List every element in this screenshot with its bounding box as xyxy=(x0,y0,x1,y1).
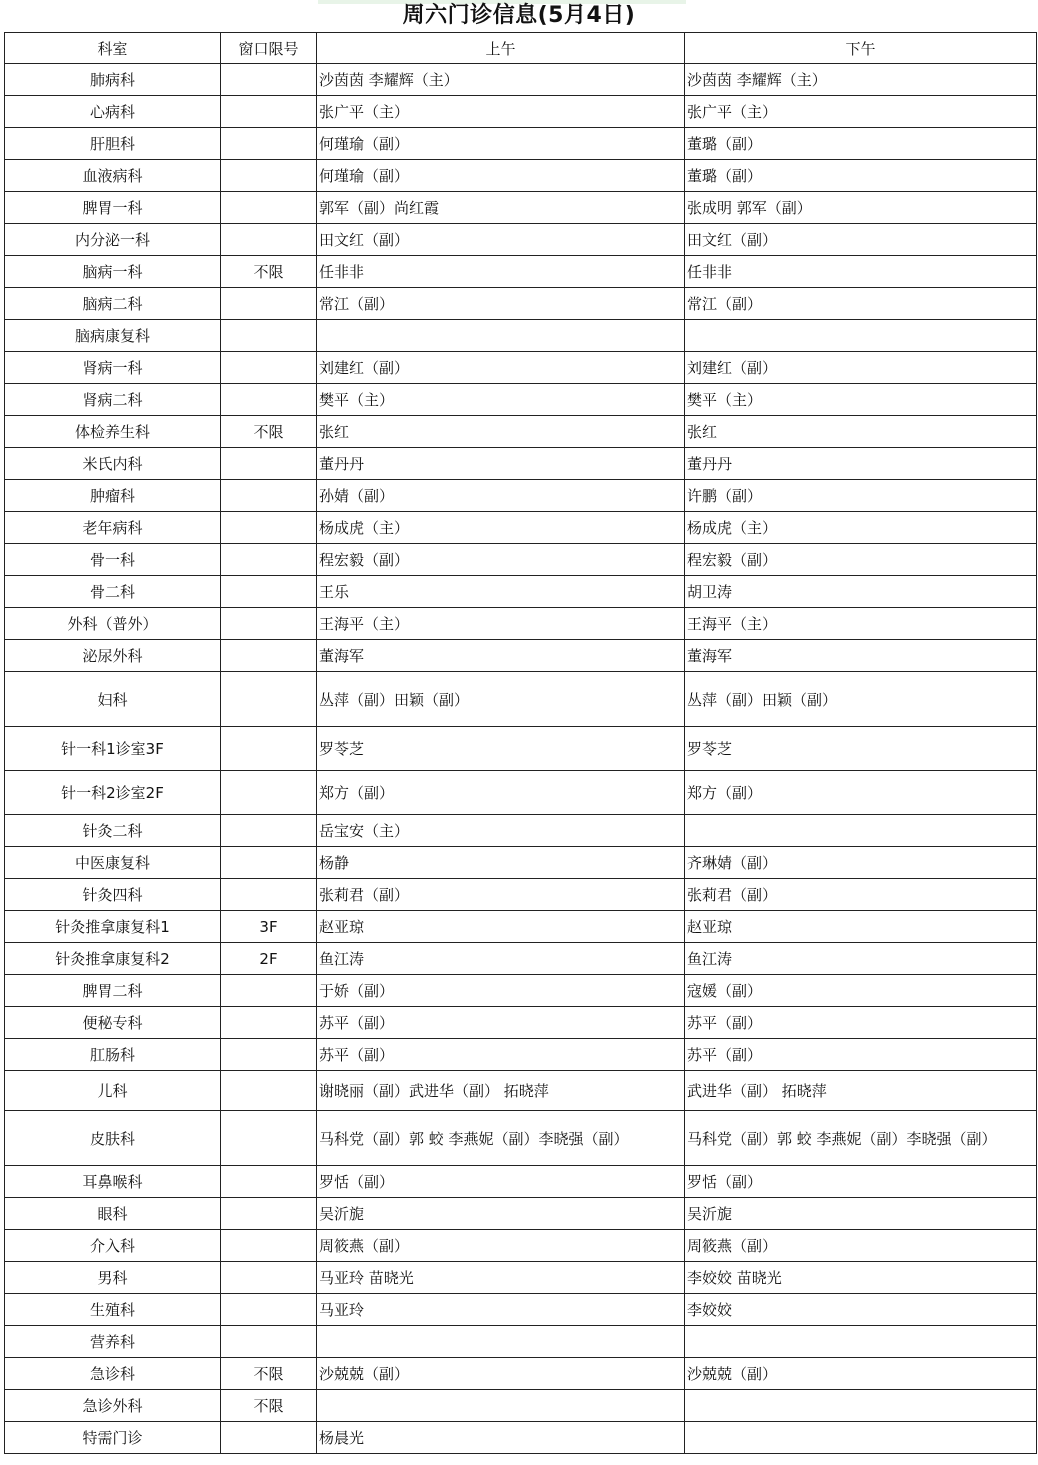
dept-cell: 体检养生科 xyxy=(5,416,221,448)
table-row xyxy=(5,975,1037,1007)
window-cell xyxy=(221,352,317,384)
dept-cell: 急诊外科 xyxy=(5,1390,221,1422)
window-cell xyxy=(221,64,317,96)
dept-cell: 急诊科 xyxy=(5,1358,221,1390)
window-cell xyxy=(221,1294,317,1326)
table-row xyxy=(5,1390,1037,1422)
pm-cell xyxy=(685,320,1037,352)
table-row xyxy=(5,1422,1037,1454)
pm-cell: 任非非 xyxy=(685,256,1037,288)
am-cell: 孙婧（副） xyxy=(317,480,685,512)
am-cell: 罗苓芝 xyxy=(317,727,685,771)
window-cell xyxy=(221,576,317,608)
dept-cell: 内分泌一科 xyxy=(5,224,221,256)
dept-cell: 脾胃二科 xyxy=(5,975,221,1007)
table-row xyxy=(5,1007,1037,1039)
table-row xyxy=(5,224,1037,256)
pm-cell: 刘建红（副） xyxy=(685,352,1037,384)
pm-cell: 樊平（主） xyxy=(685,384,1037,416)
pm-cell: 赵亚琼 xyxy=(685,911,1037,943)
dept-cell: 老年病科 xyxy=(5,512,221,544)
dept-cell: 脾胃一科 xyxy=(5,192,221,224)
window-cell xyxy=(221,544,317,576)
window-cell xyxy=(221,288,317,320)
window-cell xyxy=(221,975,317,1007)
am-cell: 周筱燕（副） xyxy=(317,1230,685,1262)
dept-cell: 针一科1诊室3F xyxy=(5,727,221,771)
am-cell: 何瑾瑜（副） xyxy=(317,160,685,192)
pm-cell: 沙茵茵 李耀辉（主） xyxy=(685,64,1037,96)
pm-cell xyxy=(685,1326,1037,1358)
table-row xyxy=(5,640,1037,672)
am-cell: 沙茵茵 李耀辉（主） xyxy=(317,64,685,96)
window-cell xyxy=(221,224,317,256)
dept-cell: 营养科 xyxy=(5,1326,221,1358)
am-cell: 沙兢兢（副） xyxy=(317,1358,685,1390)
dept-cell: 生殖科 xyxy=(5,1294,221,1326)
window-cell xyxy=(221,192,317,224)
table-row xyxy=(5,64,1037,96)
am-cell: 谢晓丽（副）武进华（副） 拓晓萍 xyxy=(317,1071,685,1111)
dept-cell: 血液病科 xyxy=(5,160,221,192)
dept-cell: 针灸推拿康复科1 xyxy=(5,911,221,943)
window-cell xyxy=(221,160,317,192)
dept-cell: 男科 xyxy=(5,1262,221,1294)
dept-cell: 眼科 xyxy=(5,1198,221,1230)
pm-cell: 董丹丹 xyxy=(685,448,1037,480)
dept-cell: 脑病一科 xyxy=(5,256,221,288)
am-cell: 任非非 xyxy=(317,256,685,288)
window-cell xyxy=(221,384,317,416)
pm-cell: 郑方（副） xyxy=(685,771,1037,815)
table-row xyxy=(5,727,1037,771)
am-cell: 赵亚琼 xyxy=(317,911,685,943)
table-row xyxy=(5,1358,1037,1390)
am-cell: 何瑾瑜（副） xyxy=(317,128,685,160)
table-row xyxy=(5,448,1037,480)
table-row xyxy=(5,1294,1037,1326)
pm-cell: 王海平（主） xyxy=(685,608,1037,640)
dept-cell: 中医康复科 xyxy=(5,847,221,879)
table-row xyxy=(5,1071,1037,1111)
table-row xyxy=(5,160,1037,192)
table-row xyxy=(5,1262,1037,1294)
pm-cell: 董海军 xyxy=(685,640,1037,672)
window-cell xyxy=(221,1166,317,1198)
pm-cell: 齐琳婧（副） xyxy=(685,847,1037,879)
table-row xyxy=(5,512,1037,544)
dept-cell: 脑病康复科 xyxy=(5,320,221,352)
header-window: 窗口限号 xyxy=(221,33,317,64)
pm-cell: 张广平（主） xyxy=(685,96,1037,128)
am-cell: 杨静 xyxy=(317,847,685,879)
header-am: 上午 xyxy=(317,33,685,64)
pm-cell: 吴沂旎 xyxy=(685,1198,1037,1230)
dept-cell: 肛肠科 xyxy=(5,1039,221,1071)
table-row xyxy=(5,416,1037,448)
window-cell: 3F xyxy=(221,911,317,943)
table-row xyxy=(5,96,1037,128)
table-row xyxy=(5,847,1037,879)
dept-cell: 皮肤科 xyxy=(5,1111,221,1166)
window-cell xyxy=(221,512,317,544)
table-row xyxy=(5,384,1037,416)
window-cell xyxy=(221,1198,317,1230)
am-cell: 杨晨光 xyxy=(317,1422,685,1454)
am-cell: 丛萍（副）田颖（副） xyxy=(317,672,685,727)
window-cell: 不限 xyxy=(221,1358,317,1390)
window-cell xyxy=(221,1230,317,1262)
dept-cell: 泌尿外科 xyxy=(5,640,221,672)
window-cell xyxy=(221,1262,317,1294)
table-row xyxy=(5,879,1037,911)
window-cell: 2F xyxy=(221,943,317,975)
pm-cell: 罗恬（副） xyxy=(685,1166,1037,1198)
window-cell xyxy=(221,1071,317,1111)
am-cell: 董海军 xyxy=(317,640,685,672)
pm-cell xyxy=(685,815,1037,847)
dept-cell: 骨一科 xyxy=(5,544,221,576)
pm-cell: 张红 xyxy=(685,416,1037,448)
window-cell xyxy=(221,727,317,771)
table-row xyxy=(5,1111,1037,1166)
dept-cell: 外科（普外） xyxy=(5,608,221,640)
dept-cell: 肺病科 xyxy=(5,64,221,96)
am-cell xyxy=(317,320,685,352)
table-row xyxy=(5,911,1037,943)
pm-cell: 常江（副） xyxy=(685,288,1037,320)
window-cell xyxy=(221,1039,317,1071)
pm-cell: 苏平（副） xyxy=(685,1007,1037,1039)
dept-cell: 妇科 xyxy=(5,672,221,727)
window-cell xyxy=(221,480,317,512)
pm-cell: 许鹏（副） xyxy=(685,480,1037,512)
table-row xyxy=(5,256,1037,288)
pm-cell: 杨成虎（主） xyxy=(685,512,1037,544)
dept-cell: 特需门诊 xyxy=(5,1422,221,1454)
pm-cell: 田文红（副） xyxy=(685,224,1037,256)
am-cell: 常江（副） xyxy=(317,288,685,320)
am-cell: 程宏毅（副） xyxy=(317,544,685,576)
table-row xyxy=(5,352,1037,384)
dept-cell: 心病科 xyxy=(5,96,221,128)
dept-cell: 耳鼻喉科 xyxy=(5,1166,221,1198)
dept-cell: 骨二科 xyxy=(5,576,221,608)
header-row xyxy=(5,33,1037,64)
am-cell: 刘建红（副） xyxy=(317,352,685,384)
am-cell: 岳宝安（主） xyxy=(317,815,685,847)
window-cell xyxy=(221,640,317,672)
am-cell: 马科党（副）郭 蛟 李燕妮（副）李晓强（副） xyxy=(317,1111,685,1166)
am-cell: 郑方（副） xyxy=(317,771,685,815)
table-row xyxy=(5,1039,1037,1071)
am-cell: 王海平（主） xyxy=(317,608,685,640)
pm-cell: 周筱燕（副） xyxy=(685,1230,1037,1262)
window-cell: 不限 xyxy=(221,416,317,448)
table-row xyxy=(5,815,1037,847)
dept-cell: 肾病一科 xyxy=(5,352,221,384)
dept-cell: 米氏内科 xyxy=(5,448,221,480)
am-cell: 鱼江涛 xyxy=(317,943,685,975)
dept-cell: 儿科 xyxy=(5,1071,221,1111)
table-row xyxy=(5,1166,1037,1198)
am-cell xyxy=(317,1390,685,1422)
window-cell xyxy=(221,1007,317,1039)
window-cell xyxy=(221,96,317,128)
window-cell xyxy=(221,879,317,911)
am-cell: 杨成虎（主） xyxy=(317,512,685,544)
window-cell xyxy=(221,608,317,640)
table-row xyxy=(5,544,1037,576)
header-pm: 下午 xyxy=(685,33,1037,64)
window-cell xyxy=(221,1422,317,1454)
dept-cell: 肝胆科 xyxy=(5,128,221,160)
table-row xyxy=(5,192,1037,224)
window-cell xyxy=(221,128,317,160)
pm-cell xyxy=(685,1422,1037,1454)
window-cell xyxy=(221,815,317,847)
am-cell xyxy=(317,1326,685,1358)
window-cell xyxy=(221,672,317,727)
table-row xyxy=(5,943,1037,975)
window-cell xyxy=(221,1326,317,1358)
table-row xyxy=(5,1198,1037,1230)
am-cell: 苏平（副） xyxy=(317,1007,685,1039)
table-row xyxy=(5,1230,1037,1262)
dept-cell: 针灸推拿康复科2 xyxy=(5,943,221,975)
pm-cell: 鱼江涛 xyxy=(685,943,1037,975)
dept-cell: 针一科2诊室2F xyxy=(5,771,221,815)
pm-cell: 苏平（副） xyxy=(685,1039,1037,1071)
dept-cell: 便秘专科 xyxy=(5,1007,221,1039)
window-cell: 不限 xyxy=(221,256,317,288)
window-cell xyxy=(221,847,317,879)
pm-cell: 武进华（副） 拓晓萍 xyxy=(685,1071,1037,1111)
pm-cell: 罗苓芝 xyxy=(685,727,1037,771)
window-cell xyxy=(221,1111,317,1166)
pm-cell: 沙兢兢（副） xyxy=(685,1358,1037,1390)
am-cell: 苏平（副） xyxy=(317,1039,685,1071)
dept-cell: 肾病二科 xyxy=(5,384,221,416)
am-cell: 张红 xyxy=(317,416,685,448)
dept-cell: 肿瘤科 xyxy=(5,480,221,512)
header-dept: 科室 xyxy=(5,33,221,64)
am-cell: 于娇（副） xyxy=(317,975,685,1007)
pm-cell: 程宏毅（副） xyxy=(685,544,1037,576)
am-cell: 张莉君（副） xyxy=(317,879,685,911)
pm-cell: 丛萍（副）田颖（副） xyxy=(685,672,1037,727)
am-cell: 董丹丹 xyxy=(317,448,685,480)
am-cell: 罗恬（副） xyxy=(317,1166,685,1198)
dept-cell: 介入科 xyxy=(5,1230,221,1262)
am-cell: 樊平（主） xyxy=(317,384,685,416)
window-cell xyxy=(221,448,317,480)
pm-cell: 李姣姣 xyxy=(685,1294,1037,1326)
table-row xyxy=(5,320,1037,352)
pm-cell: 李姣姣 苗晓光 xyxy=(685,1262,1037,1294)
window-cell xyxy=(221,771,317,815)
table-row xyxy=(5,128,1037,160)
page-title: 周六门诊信息(5月4日) xyxy=(402,3,636,28)
am-cell: 田文红（副） xyxy=(317,224,685,256)
table-row xyxy=(5,672,1037,727)
pm-cell: 寇媛（副） xyxy=(685,975,1037,1007)
table-row xyxy=(5,1326,1037,1358)
dept-cell: 针灸二科 xyxy=(5,815,221,847)
am-cell: 郭军（副）尚红霞 xyxy=(317,192,685,224)
am-cell: 王乐 xyxy=(317,576,685,608)
pm-cell: 马科党（副）郭 蛟 李燕妮（副）李晓强（副） xyxy=(685,1111,1037,1166)
pm-cell xyxy=(685,1390,1037,1422)
table-row xyxy=(5,480,1037,512)
dept-cell: 针灸四科 xyxy=(5,879,221,911)
pm-cell: 张莉君（副） xyxy=(685,879,1037,911)
window-cell: 不限 xyxy=(221,1390,317,1422)
pm-cell: 董璐（副） xyxy=(685,160,1037,192)
pm-cell: 董璐（副） xyxy=(685,128,1037,160)
window-cell xyxy=(221,320,317,352)
table-row xyxy=(5,771,1037,815)
table-row xyxy=(5,608,1037,640)
dept-cell: 脑病二科 xyxy=(5,288,221,320)
am-cell: 马亚玲 xyxy=(317,1294,685,1326)
am-cell: 马亚玲 苗晓光 xyxy=(317,1262,685,1294)
table-row xyxy=(5,576,1037,608)
am-cell: 吴沂旎 xyxy=(317,1198,685,1230)
pm-cell: 张成明 郭军（副） xyxy=(685,192,1037,224)
table-row xyxy=(5,288,1037,320)
am-cell: 张广平（主） xyxy=(317,96,685,128)
schedule-table xyxy=(4,32,1037,1454)
pm-cell: 胡卫涛 xyxy=(685,576,1037,608)
